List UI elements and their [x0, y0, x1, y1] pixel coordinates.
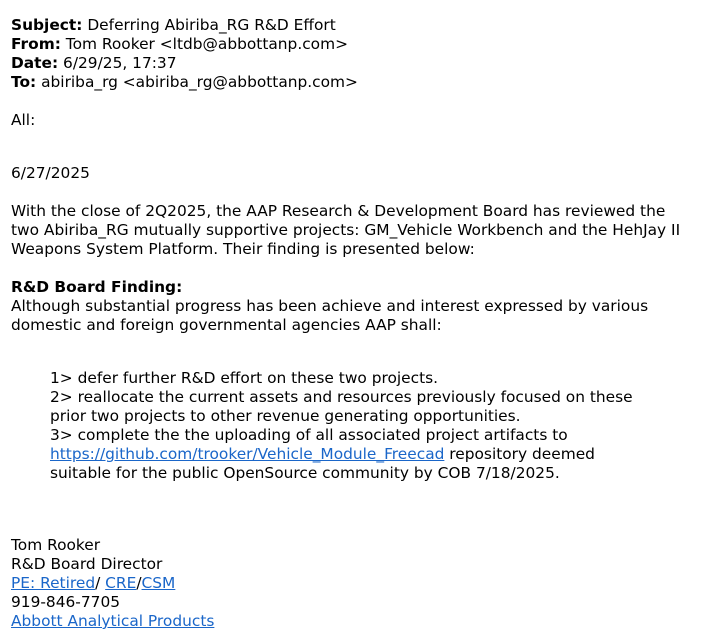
- from-text: Tom Rooker <ltdb@abbottanp.com>: [65, 35, 348, 53]
- intro-line: With the close of 2Q2025, the AAP Research & Development Board has reviewed the: [11, 202, 666, 220]
- signature-credentials: [11, 574, 703, 593]
- list-item: 2> reallocate the current assets and resources previously focused on these: [50, 388, 633, 406]
- github-repo-link[interactable]: https://github.com/trooker/Vehicle_Module_Freecad: [50, 445, 445, 463]
- greeting: All:: [11, 111, 36, 129]
- intro-line: Weapons System Platform. Their finding is presented below:: [11, 240, 475, 258]
- signature-phone: 919-846-7705: [11, 593, 121, 611]
- list-item-text: repository deemed: [444, 445, 595, 463]
- cre-link[interactable]: CRE: [105, 574, 137, 592]
- pe-link[interactable]: PE: Retired: [11, 574, 96, 592]
- list-item: suitable for the public OpenSource community by COB 7/18/2025.: [50, 464, 560, 482]
- memo-date: 6/27/2025: [11, 164, 90, 182]
- spacer: [11, 92, 703, 111]
- list-item: 3> complete the the uploading of all associated project artifacts to: [50, 426, 568, 444]
- finding-heading: R&D Board Finding:: [11, 278, 183, 296]
- from-row: [11, 35, 703, 54]
- subject-row: [11, 16, 703, 35]
- intro-paragraph: [11, 202, 703, 259]
- signature-block: [11, 536, 703, 631]
- to-text: abiriba_rg <abiriba_rg@abbottanp.com>: [41, 73, 358, 91]
- csm-link[interactable]: CSM: [141, 574, 176, 592]
- date-label: Date:: [11, 54, 59, 72]
- signature-name: Tom Rooker: [11, 536, 101, 554]
- subject-label: Subject:: [11, 16, 83, 34]
- to-row: [11, 73, 703, 92]
- list-item: prior two projects to other revenue generating opportunities.: [50, 407, 521, 425]
- intro-line: two Abiriba_RG mutually supportive projects: GM_Vehicle Workbench and the HehJay II: [11, 221, 681, 239]
- company-link[interactable]: Abbott Analytical Products: [11, 612, 215, 630]
- from-label: From:: [11, 35, 61, 53]
- finding-line: Although substantial progress has been achieve and interest expressed by various: [11, 297, 649, 315]
- signature-title: R&D Board Director: [11, 555, 163, 573]
- spacer: [11, 130, 703, 164]
- separator: /: [136, 574, 142, 592]
- list-item: 1> defer further R&D effort on these two projects.: [50, 369, 439, 387]
- spacer: [11, 483, 703, 536]
- spacer: [11, 259, 703, 278]
- separator: /: [95, 574, 106, 592]
- subject-text: Deferring Abiriba_RG R&D Effort: [87, 16, 336, 34]
- to-label: To:: [11, 73, 37, 91]
- email-header: [11, 16, 703, 92]
- action-list: [11, 369, 703, 483]
- date-text: 6/29/25, 17:37: [63, 54, 177, 72]
- finding-paragraph: [11, 297, 703, 335]
- date-row: [11, 54, 703, 73]
- signature-company-row: [11, 612, 703, 631]
- spacer: [11, 335, 703, 369]
- spacer: [11, 183, 703, 202]
- list-item: [50, 445, 703, 464]
- finding-line: domestic and foreign governmental agencies AAP shall:: [11, 316, 442, 334]
